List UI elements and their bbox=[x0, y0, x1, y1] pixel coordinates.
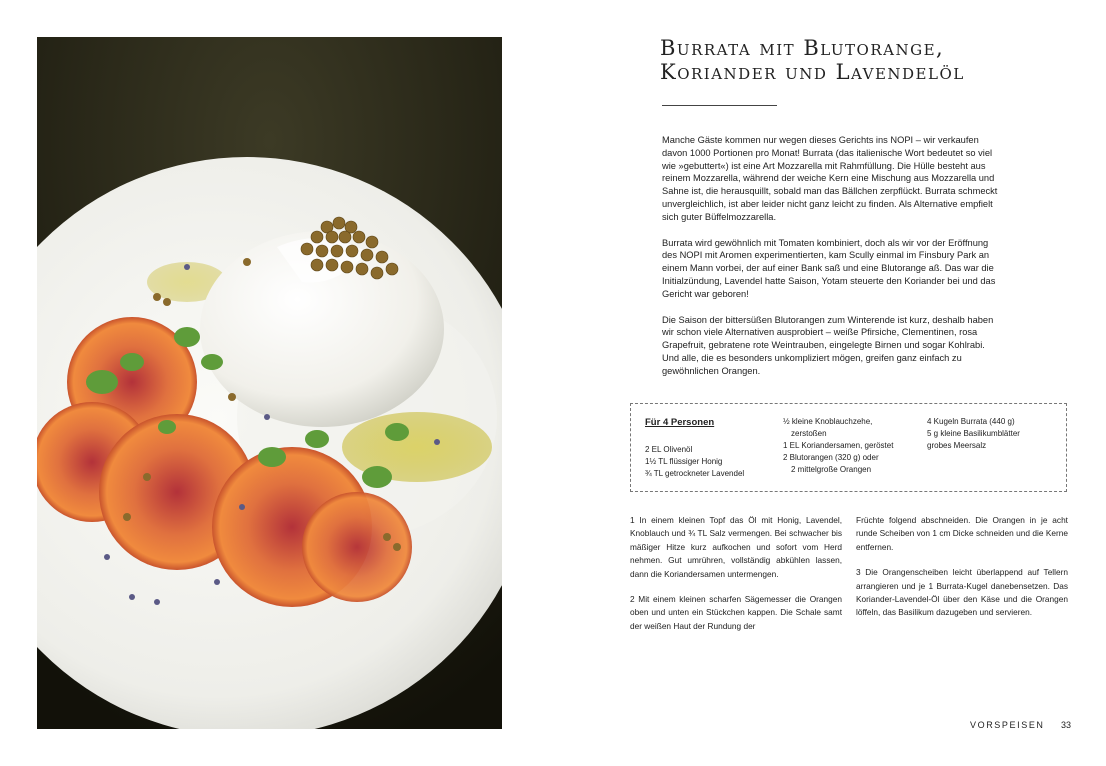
intro-paragraph: Burrata wird gewöhnlich mit Tomaten kombiniert, doch als wir vor der Eröffnung des NOPI mit Aromen experimentierten, kam Scully einmal im Finsbury Park an einem Mann vorbei, der auf einer Bank saß und eine Blutorange aß. Das war die Initialzündung, Lavendel hatte Saison, Yotam steuerte den Koriander bei und das Gericht war geboren! bbox=[662, 237, 996, 299]
ingredients-box bbox=[630, 403, 1067, 492]
ingredients-column-1 bbox=[645, 444, 744, 480]
ingredient-item: 1½ TL flüssiger Honig bbox=[645, 457, 723, 466]
burrata-photo bbox=[37, 37, 502, 729]
ingredients-column-2 bbox=[783, 416, 893, 476]
method-step: 2 Mit einem kleinen scharfen Sägemesser die Orangen oben und unten ein Stückchen kappen. Die Schale samt der weißen Haut der Rundung der bbox=[630, 594, 842, 631]
method-column-right bbox=[856, 514, 1068, 632]
ingredient-item: ¾ TL getrockneter Lavendel bbox=[645, 469, 745, 478]
intro-text bbox=[662, 134, 1000, 391]
ingredient-item: grobes Meersalz bbox=[927, 441, 987, 450]
method-step: 3 Die Orangenscheiben leicht überlappend auf Tellern arrangieren und je 1 Burrata-Kugel danebensetzen. Das Koriander-Lavendel-Öl über den Käse und die Orangen löffeln, das Basilikum dazugeben und servieren. bbox=[856, 567, 1068, 618]
section-name: VORSPEISEN bbox=[970, 720, 1045, 730]
intro-paragraph: Manche Gäste kommen nur wegen dieses Gerichts ins NOPI – wir verkaufen davon 1000 Portionen pro Monat! Burrata (das italienische Wort bedeutet so viel wie »gebuttert«) ist eine Art Mozzarella mit Rahmfüllung. Die Hülle besteht aus reinem Mozzarella, während der weiche Kern eine Mischung aus Mozzarella und Sahne ist, die herausquillt, sobald man das Bällchen zerpflückt. Burrata schmeckt unvergleichlich, ist aber leider nicht ganz leicht zu finden. Als Alternative empfielt sich guter Büffelmozzarella. bbox=[662, 135, 998, 222]
ingredient-item: 2 mittelgroße Orangen bbox=[791, 465, 872, 474]
servings-heading: Für 4 Personen bbox=[645, 417, 715, 428]
method-column-left bbox=[630, 514, 842, 645]
method-step: Früchte folgend abschneiden. Die Orangen in je acht runde Scheiben von 1 cm Dicke schneiden und die Kerne entfernen. bbox=[856, 515, 1068, 552]
page-number: 33 bbox=[1061, 720, 1072, 730]
recipe-title bbox=[660, 36, 1080, 84]
ingredients-column-3 bbox=[927, 416, 1020, 452]
intro-paragraph: Die Saison der bittersüßen Blutorangen zum Winterende ist kurz, deshalb haben wir schon viele Alternativen ausprobiert – weiße Pfirsiche, Clementinen, rosa Grapefruit, gebratene rote Weintrauben, eingelegte Birnen und sogar Kohlrabi. Und alle, die es besonders unkompliziert mögen, greifen ganz einfach zu gewöhnlichen Orangen. bbox=[662, 314, 994, 376]
ingredient-item: 4 Kugeln Burrata (440 g) bbox=[927, 417, 1015, 426]
ingredient-item: 1 EL Koriandersamen, geröstet bbox=[783, 441, 894, 450]
recipe-title-line1: Burrata mit Blutorange, bbox=[660, 36, 945, 60]
title-divider bbox=[662, 105, 777, 106]
ingredient-item: 5 g kleine Basilikumblätter bbox=[927, 429, 1020, 438]
page-footer bbox=[970, 720, 1071, 730]
ingredient-item: zerstoßen bbox=[791, 429, 827, 438]
dish-photo bbox=[37, 37, 502, 729]
method-step: 1 In einem kleinen Topf das Öl mit Honig, Lavendel, Knoblauch und ¾ TL Salz vermengen. Bei schwacher bis mäßiger Hitze kurz aufkochen und sofort vom Herd nehmen. Gut umrühren, vollständig abkühlen lassen, dann die Koriandersamen untermengen. bbox=[630, 515, 842, 579]
recipe-title-line2: Koriander und Lavendelöl bbox=[660, 60, 965, 84]
ingredient-item: 2 EL Olivenöl bbox=[645, 445, 693, 454]
ingredient-item: ½ kleine Knoblauchzehe, bbox=[783, 417, 873, 426]
ingredient-item: 2 Blutorangen (320 g) oder bbox=[783, 453, 879, 462]
